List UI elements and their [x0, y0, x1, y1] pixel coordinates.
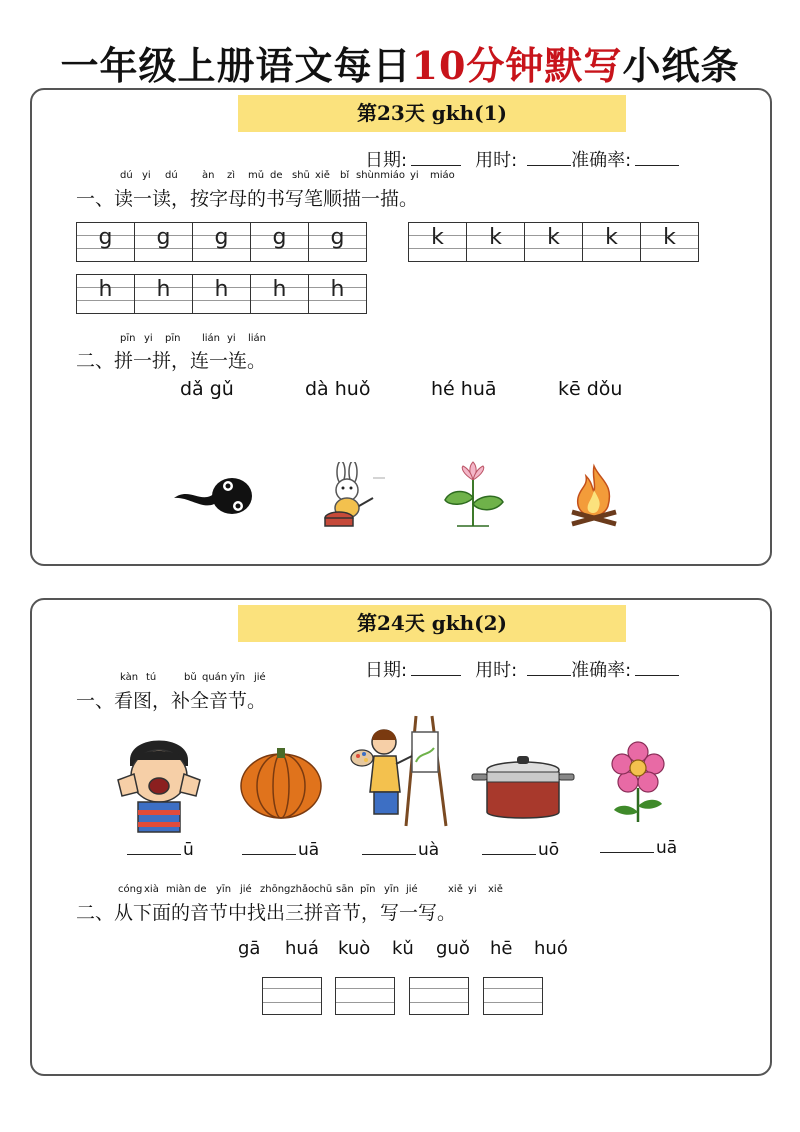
letter-g[interactable]: g — [156, 225, 171, 250]
letter-h[interactable]: h — [98, 277, 113, 302]
syllable[interactable]: hē — [490, 938, 513, 959]
letter-g[interactable]: g — [272, 225, 287, 250]
pumpkin-icon[interactable] — [237, 740, 325, 820]
syllable[interactable]: kǔ — [392, 938, 414, 959]
day23-card: 第23天 gkh(1) 日期: 用时: 准确率: dú yi dú àn zì mǔ de shū xiě bǐ shùnmiáo yi miáo 一、读一读，按字母的书写笔顺描一描。 g g g g g k k k k k h h h h h pīn yi pīn lián yi lián 二、拼一拼，连一连。 dǎ gǔ dà huǒ hé huā kē dǒu — [30, 88, 772, 566]
crying-boy-icon[interactable] — [110, 730, 208, 834]
letter-g[interactable]: g — [98, 225, 113, 250]
syllable[interactable]: kuò — [338, 938, 371, 959]
time-label: 用时: — [475, 660, 518, 681]
syllable[interactable]: guǒ — [436, 938, 470, 959]
letter-k[interactable]: k — [489, 225, 502, 250]
date-field[interactable] — [411, 147, 461, 166]
blank-cry[interactable]: ū — [127, 840, 194, 860]
painter-girl-icon[interactable] — [350, 712, 452, 830]
flower-icon[interactable] — [604, 740, 672, 824]
syllable[interactable]: gā — [238, 938, 261, 959]
letter-h[interactable]: h — [330, 277, 345, 302]
writing-box[interactable] — [335, 977, 395, 1015]
rabbit-drum-icon[interactable] — [317, 462, 387, 530]
letter-h[interactable]: h — [156, 277, 171, 302]
word-ke-dou[interactable]: kē dǒu — [558, 378, 623, 400]
day23-info-row — [365, 146, 679, 172]
syllable[interactable]: huó — [534, 938, 568, 959]
word-da-huo[interactable]: dà huǒ — [305, 378, 371, 400]
letter-h[interactable]: h — [272, 277, 287, 302]
letter-k[interactable]: k — [663, 225, 676, 250]
day24-card: 第24天 gkh(2) 日期: 用时: 准确率: kàn tú bǔ quán yīn jié 一、看图，补全音节。 ū uā uà uō uā cóng xià miàn de yīn jié zhōngzhǎo chū sān pīn yīn jié xiě yi xiě 二、从下面的音节中找出三拼音节，写一写。 gā huá kuò kǔ guǒ hē huó — [30, 598, 772, 1076]
date-label: 日期: — [365, 150, 408, 171]
title-highlight: 10分钟默写 — [411, 43, 623, 88]
time-label: 用时: — [475, 150, 518, 171]
accuracy-label: 准确率: — [571, 150, 632, 171]
d24-section1-instruction: 一、看图，补全音节。 — [76, 690, 267, 712]
fire-icon[interactable] — [562, 462, 626, 528]
lotus-icon[interactable] — [437, 460, 509, 530]
title-part1: 一年级上册语文每日 — [60, 43, 412, 88]
day24-info-row — [365, 656, 679, 682]
letter-k[interactable]: k — [547, 225, 560, 250]
letter-k[interactable]: k — [605, 225, 618, 250]
letter-k[interactable]: k — [431, 225, 444, 250]
accuracy-label: 准确率: — [571, 660, 632, 681]
time-field[interactable] — [527, 657, 571, 676]
writing-box[interactable] — [409, 977, 469, 1015]
date-field[interactable] — [411, 657, 461, 676]
syllable[interactable]: huá — [285, 938, 319, 959]
tadpole-icon[interactable] — [172, 466, 256, 522]
accuracy-field[interactable] — [635, 657, 679, 676]
writing-box[interactable] — [483, 977, 543, 1015]
blank-pot[interactable]: uō — [482, 840, 559, 860]
d23-section1-instruction: 一、读一读，按字母的书写笔顺描一描。 — [76, 188, 419, 210]
day23-banner: 第23天 gkh(1) — [238, 95, 626, 132]
title-part2: 小纸条 — [622, 43, 740, 88]
d23-k-grid[interactable] — [408, 222, 699, 262]
d23-g-grid[interactable] — [76, 222, 367, 262]
letter-g[interactable]: g — [330, 225, 345, 250]
word-da-gu[interactable]: dǎ gǔ — [180, 378, 234, 400]
blank-paint[interactable]: uà — [362, 840, 439, 860]
time-field[interactable] — [527, 147, 571, 166]
day24-banner: 第24天 gkh(2) — [238, 605, 626, 642]
word-he-hua[interactable]: hé huā — [431, 378, 497, 400]
accuracy-field[interactable] — [635, 147, 679, 166]
blank-flower[interactable]: uā — [600, 838, 677, 858]
page-title — [0, 35, 800, 90]
letter-h[interactable]: h — [214, 277, 229, 302]
letter-g[interactable]: g — [214, 225, 229, 250]
d23-h-grid[interactable] — [76, 274, 367, 314]
d24-section2-instruction: 二、从下面的音节中找出三拼音节，写一写。 — [76, 902, 457, 924]
blank-pumpkin[interactable]: uā — [242, 840, 319, 860]
pot-icon[interactable] — [470, 750, 576, 824]
d23-section2-instruction: 二、拼一拼，连一连。 — [76, 350, 267, 372]
date-label: 日期: — [365, 660, 408, 681]
writing-box[interactable] — [262, 977, 322, 1015]
